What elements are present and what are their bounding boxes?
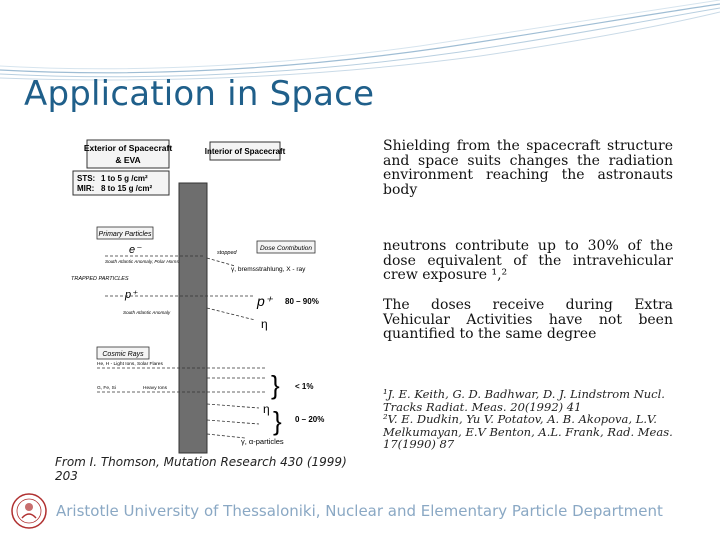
gamma-brems-label: γ, bremsstrahlung, X - ray xyxy=(231,266,306,273)
primary-particles-label: Primary Particles xyxy=(98,231,152,238)
trapped-particles-label: TRAPPED PARTICLES xyxy=(71,276,129,282)
radiation-shielding-diagram xyxy=(45,128,365,458)
saa-label: South Atlantic Anomaly xyxy=(123,310,171,315)
footer-institution: Aristotle University of Thessaloniki, Nuclear and Elementary Particle Department xyxy=(56,502,663,520)
stopped-label: stopped xyxy=(217,250,237,256)
sts-value: 1 to 5 g /cm² xyxy=(101,174,148,183)
brace-lower: } xyxy=(273,406,282,436)
neutron-arrow-2 xyxy=(207,404,259,408)
references xyxy=(383,388,673,451)
proton-out-symbol: p⁺ xyxy=(257,293,273,309)
brace-upper: } xyxy=(271,370,280,400)
percent-less-1: < 1% xyxy=(295,382,314,391)
cosmic-rays-label: Cosmic Rays xyxy=(102,351,144,358)
gamma-alpha-label: γ, α-particles xyxy=(241,437,284,446)
mir-label: MIR: xyxy=(77,184,95,193)
heavy-ions-prefix: G, Fe, Si xyxy=(97,386,116,391)
reference-2: ²V. E. Dudkin, Yu V. Potatov, A. B. Akopova, L.V. Melkumayan, E.V Benton, A.L. Frank, Rad. Meas. 17(1990) 87 xyxy=(383,412,673,451)
spacecraft-shield-slab xyxy=(179,183,207,453)
interior-box-label: Interior of Spacecraft xyxy=(204,147,286,156)
proton-symbol: p⁺ xyxy=(125,289,137,301)
he-h-label: He, H - Light Ions, Solar Flares xyxy=(97,362,163,367)
paragraph-eva: The doses receive during Extra Vehicular Activities have not been quantified to the same degree xyxy=(383,297,673,342)
figure-caption: From I. Thomson, Mutation Research 430 (1999) 203 xyxy=(55,455,347,483)
reference-1: ¹J. E. Keith, G. D. Badhwar, D. J. Lindstrom Nucl. Tracks Radiat. Meas. 20(1992) 41 xyxy=(383,387,665,414)
percent-80-90: 80 – 90% xyxy=(285,297,319,306)
exterior-box-line1: Exterior of Spacecraft xyxy=(83,143,173,153)
fragment-arrow xyxy=(207,420,259,424)
paragraph-neutrons: neutrons contribute up to 30% of the dose equivalent of the intravehicular crew exposure ¹,² xyxy=(383,238,673,283)
mir-value: 8 to 15 g /cm² xyxy=(101,184,153,193)
electron-symbol: e⁻ xyxy=(129,244,141,256)
gamma-alpha-arrow xyxy=(207,434,245,438)
saa-polar-label: South Atlantic Anomaly, Polar Horns xyxy=(105,259,179,264)
slide-title: Application in Space xyxy=(24,74,375,114)
neutron-arrow-1 xyxy=(207,308,255,320)
percent-0-20: 0 – 20% xyxy=(295,415,325,424)
university-logo-icon xyxy=(10,492,48,530)
dose-contribution-label: Dose Contribution xyxy=(259,245,313,252)
exterior-box-line2: & EVA xyxy=(115,155,141,165)
sts-label: STS: xyxy=(77,174,96,183)
gamma-brems-arrow xyxy=(207,258,235,266)
eta-symbol-2: η xyxy=(263,402,270,416)
eta-symbol-1: η xyxy=(261,317,268,331)
paragraph-shielding: Shielding from the spacecraft structure and space suits changes the radiation environment reaching the astronauts body xyxy=(383,138,673,198)
heavy-ions-label: Heavy Ions xyxy=(143,386,167,391)
